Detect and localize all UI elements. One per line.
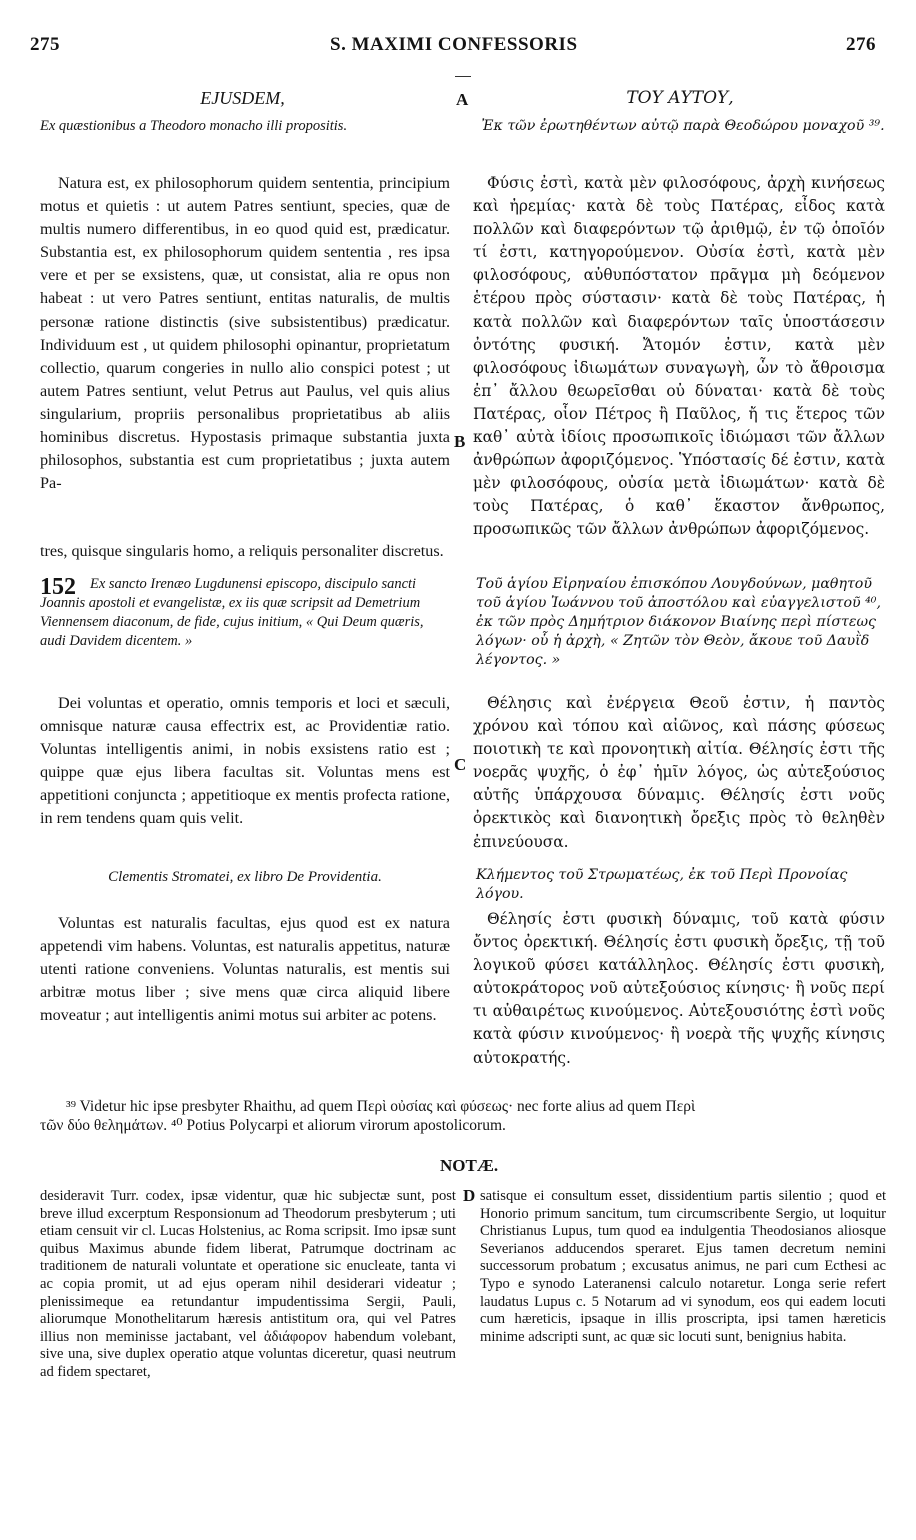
notes-right-column: satisque ei consultum esset, dissidentium partis silentio ; quod et Honorio primum sancitum, tum circumscribente Sergio, ut loquitur Christianus Lupus, tum quod ea indulgentia Theodosianos aliosque Severianos adducendos speraret. Ejus tamen decretum nemini successorum probatum ; excusatus animus, ne pari cum Ecthesi ac Typo e synodo Lateranensi calculo notaretur. Longa serie refert laudatus Lupus c. 5 Notarum ad vi synodum, eos qui eadem locuti cum hæreticis, ipsaque in illis proscripta, ipsi tamen hæreticis minime adscripti sunt, ac quæ sic locuti sunt, benignius habita. [480,1188,886,1345]
greek-subtitle-1: Ἐκ τῶν ἐρωτηθέντων αὐτῷ παρὰ Θεοδώρου μοναχοῦ ³⁹. [481,118,885,134]
header-rule [455,76,471,77]
latin-paragraph-1: Natura est, ex philosophorum quidem sententia, principium motus et quietis : ut autem Patres sentiunt, species, quæ de multis numero differentibus, in eo quod quid est, prædicatur. Substantia est, ex philosophorum quidem sententia , res ipsa vere et per se exsistens, quæ, ut consistat, alia re opus non habeat : ut vero Patres sentiunt, entitas naturalis, de multis personæ ratione distinctis (sive subsistentibus) prædicatur. Individuum est , ut quidem philosophi opinantur, proprietatum collectio, quarum congeries in nullo alio conspici potest ; ut autem Patres sentiunt, velut Petrus aut Paulus, vel quis alius singularium, propriis personalibus proprietatibus ab aliis hominibus discretus. Hypostasis primaque substantia juxta philosophos, substantia est cum proprietatibus ; juxta autem Pa- [40,174,450,493]
latin-heading-ejusdem: EJUSDEM, [200,88,285,108]
greek-heading-clement: Κλήμεντος τοῦ Στρωματέως, ἐκ τοῦ Περὶ Προνοίας λόγου. [476,867,848,902]
greek-paragraph-2: Θέλησις καὶ ἐνέργεια Θεοῦ ἐστιν, ἡ παντὸς χρόνου καὶ τόπου καὶ αἰῶνος, καὶ πάσης φύσεως ποιοτικὴ τε καὶ προνοητικὴ αἰτία. Θέλησίς ἐστι τῆς νοερᾶς ψυχῆς, ὁ ἐφ᾽ ἡμῖν λόγος, ὡς αὐτεξούσιος αὐτῆς ὑπάρχουσα δύναμις. Θέλησίς ἐστι νοῦς ὀρεκτικὸς καὶ διανοητικὴ ὄρεξις πρὸς τὸ θεληθὲν ἐπινεύουσα. [473,694,885,851]
latin-heading-irenaeus: Ex sancto Irenæo Lugdunensi episcopo, discipulo sancti Joannis apostoli et evangelistæ, ex iis quæ scripsit ad Demetrium Viennensem diaconum, de fide, cujus initium, « Qui Deum quæris, audi Davidem dicentem. » [40,576,424,649]
latin-paragraph-3: Voluntas est naturalis facultas, ejus quod est ex natura appetendi vim habens. Voluntas, est naturalis appetitus, naturæ utenti ratione conveniens. Voluntas naturalis, est mentis sui arbitræ motus liber ; sive mens quæ circa aliquid libere moveatur ; aut intelligentis animi motus sui arbiter ac potens. [40,914,450,1025]
page-number-right: 276 [846,34,876,55]
footnote-40: τῶν δύο θελημάτων. ⁴⁰ Potius Polycarpi et aliorum virorum apostolicorum. [40,1117,506,1134]
chapter-number-152: 152 [40,574,76,600]
margin-letter-a: A [456,90,469,109]
greek-heading-irenaeus: Τοῦ ἁγίου Εἰρηναίου ἐπισκόπου Λουγδούνων, μαθητοῦ τοῦ ἁγίου Ἰωάννου τοῦ ἀποστόλου καὶ εὐαγγελιστοῦ ⁴⁰, ἐκ τῶν πρὸς Δημήτριον διάκονον Βιαίνης περὶ πίστεως λόγων· οὗ ἡ ἀρχὴ, « Ζητῶν τὸν Θεὸν, ἄκουε τοῦ Δαυῒδ λέγοντος. » [476,576,882,668]
margin-letter-c: C [454,755,467,774]
latin-heading-clement: Clementis Stromatei, ex libro De Providentia. [108,869,382,885]
latin-paragraph-2: Dei voluntas et operatio, omnis temporis et loci et sæculi, omnisque naturæ causa effectrix est, ac Providentiæ ratio. Voluntas intelligentis animi, in nobis exsistens ratio est ; quippe quæ ejus libera facultas sit. Voluntas mens est appetitioni conjuncta ; appetitioque ex mentis profecta ratione, in rem tendens quam quis velit. [40,694,450,828]
latin-subtitle-1: Ex quæstionibus a Theodoro monacho illi propositis. [40,118,348,134]
page-number-left: 275 [30,34,60,55]
greek-paragraph-3: Θέλησίς ἐστι φυσικὴ δύναμις, τοῦ κατὰ φύσιν ὄντος ὀρεκτική. Θέλησίς ἐστι φυσικὴ ὄρεξις, τῇ τοῦ λογικοῦ φύσει κατάλληλος. Θέλησίς ἐστι φυσικὴ, αὐτοκράτορος νοῦ αὐτεξούσιος κίνησις· ἢ νοῦς περί τι αὐθαιρέτως κινούμενος. Αὐτεξουσιότης ἐστὶ νοῦς κατὰ φύσιν κινούμενος· ἢ νοερὰ τῆς ψυχῆς κίνησις αὐτοκρατής. [473,910,885,1067]
running-title: S. MAXIMI CONFESSORIS [330,34,578,55]
footnote-39: ³⁹ Videtur hic ipse presbyter Rhaithu, ad quem Περὶ οὐσίας καὶ φύσεως· nec forte alius ad quem Περὶ [66,1098,696,1115]
greek-heading-tou-autou: ΤΟΥ ΑΥΤΟΥ, [626,88,734,108]
margin-letter-b: B [454,432,466,451]
latin-paragraph-1-last-line: tres, quisque singularis homo, a reliquis personaliter discretus. [40,542,444,560]
notes-heading: NOTÆ. [440,1156,499,1175]
notes-left-column: desideravit Turr. codex, ipsæ videntur, quæ hic subjectæ sunt, post breve illud excerptum Responsionum ad Theodorum presbyterum ; uti etiam censuit vir cl. Lucas Holstenius, ac Roma scripsit. Imo ipsæ sunt quibus Maximus abunde fidem liberat, Patrumque doctrinam ac traditionem de naturali voluntate et operatione sic enucleate, tanta vi ac copia promit, ut ad ejus operam nihil desiderari videatur ; plenissimeque ea retundantur impudentissima Sergii, Pauli, aliorumque Monothelitarum hæresis antistitum ora, qui vel Patres illius non meminisse jactabant, vel ἀδιάφορον habendum volebant, sive una, sive duplex operatio atque voluntas diceretur, quasi neutrum ad fidem spectaret, [40,1188,456,1380]
margin-letter-d: D [463,1186,476,1205]
greek-paragraph-1: Φύσις ἐστὶ, κατὰ μὲν φιλοσόφους, ἀρχὴ κινήσεως καὶ ἠρεμίας· κατὰ δὲ τοὺς Πατέρας, εἶδος κατὰ πολλῶν καὶ διαφερόντων τῷ ἀριθμῷ, ἐν τῷ ὁποῖόν τί ἐστι, κατηγορούμενον. Οὐσία ἐστὶ, κατὰ μὲν φιλοσόφους, αὐθυπόστατον πρᾶγμα μὴ δεόμενον ἑτέρου πρὸς σύστασιν· κατὰ δὲ τοὺς Πατέρας, ἡ κατὰ πολλῶν καὶ διαφερόντων ταῖς ὑποστάσεσιν ὀντότης φυσική. Ἄτομόν ἐστιν, κατὰ μὲν φιλοσόφους ἰδιωμάτων συναγωγὴ, ὧν τὸ ἄθροισμα ἐπ᾽ ἄλλου θεωρεῖσθαι οὐ δύναται· κατὰ δὲ τοὺς Πατέρας, οἷον Πέτρος ἢ Παῦλος, ἤ τις ἕτερος τῶν καθ᾽ αὐτὰ ἰδίοις προσωπικοῖς ἰδιώμασι τῶν ἄλλων ἀνθρώπων ἀφοριζόμενος. Ὑπόστασίς δέ ἐστιν, κατὰ μὲν φιλοσόφους, οὐσία μετὰ ἰδιωμάτων· κατὰ δὲ τοὺς Πατέρας, ὁ καθ᾽ ἕκαστον ἄνθρωπος, προσωπικῶς τῶν ἄλλων ἀνθρώπων ἀφοριζόμενος. [473,174,885,539]
